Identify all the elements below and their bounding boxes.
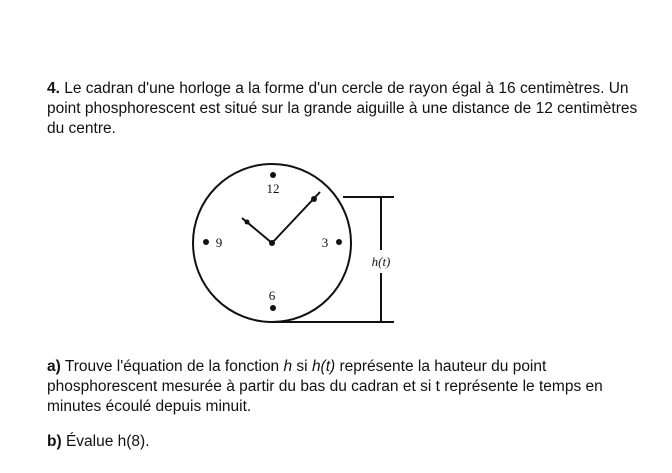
part-a-ht: h(t) — [311, 358, 336, 375]
question-body: Le cadran d'une horloge a la forme d'un cercle de rayon égal à 16 centimètres. Un point phosphorescent est situé sur la grande aiguille à une distance de 12 centimètres du centre. — [47, 80, 638, 137]
part-b-text — [47, 432, 657, 452]
dot-12 — [270, 172, 276, 178]
height-label: h(t) — [371, 254, 391, 269]
label-6: 6 — [268, 288, 276, 303]
part-a-label: a) — [47, 358, 61, 375]
label-12: 12 — [266, 181, 280, 196]
dot-9 — [203, 239, 209, 245]
part-a-text — [47, 357, 657, 417]
dot-3 — [336, 239, 342, 245]
part-b-body: Évalue h(8). — [61, 433, 150, 450]
part-a-t1: Trouve l'équation de la fonction — [60, 358, 284, 375]
part-b-label: b) — [47, 433, 62, 450]
phosphorescent-point — [311, 196, 317, 202]
part-a-t3: représente la hauteur du point phosphorescent mesurée à partir du bas du cadran et si t représente le temps en minutes écoulé depuis minuit. — [47, 358, 603, 415]
part-a-t2: si — [292, 358, 312, 375]
label-3: 3 — [321, 235, 329, 250]
question-number: 4. — [47, 80, 60, 97]
dot-6 — [270, 305, 276, 311]
part-a-h: h — [283, 358, 293, 375]
label-9: 9 — [215, 235, 223, 250]
hour-hand-tip — [245, 220, 250, 225]
